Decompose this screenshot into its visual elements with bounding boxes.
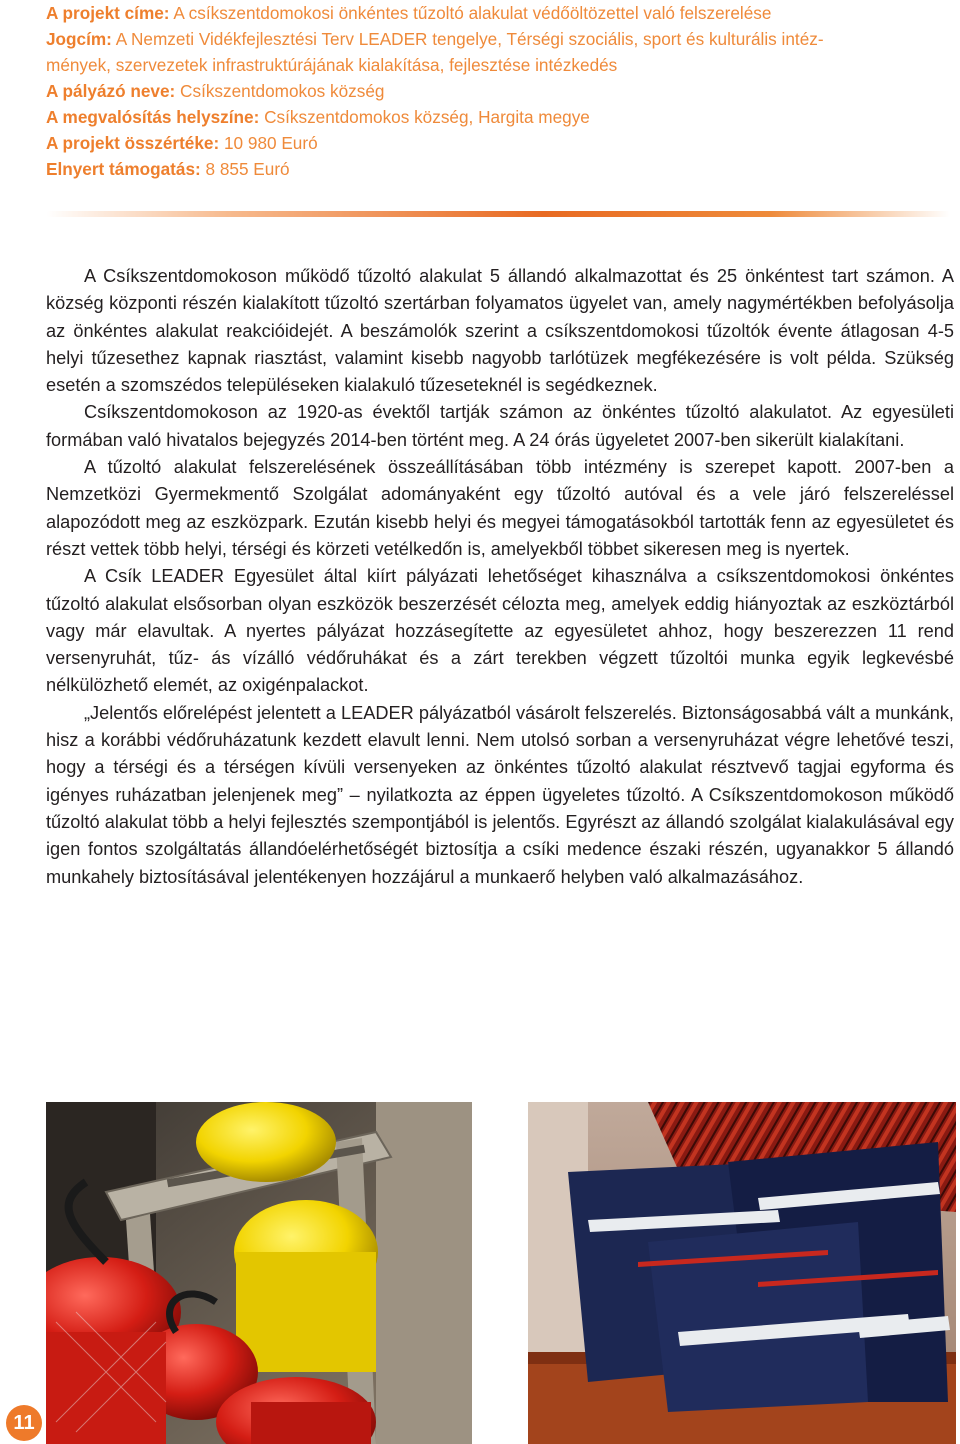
paragraph: A Csík LEADER Egyesület által kiírt pályázati lehetőséget kihasználva a csíkszentdomokosi önkéntes tűzoltó alakulat elsősorban olyan eszközök beszerzését célozta meg, amelyek eddig hiányoztak az eszköztárból vagy már elavultak. A nyertes pályázat hozzásegítette az egyesületet ahhoz, hogy beszerezzen 11 rend versenyruhát, tűz- ás vízálló védőruhákat és a zárt terekben végzett tűzoltói munka egyik legkevésbé nélkülözhető elemét, az oxigénpalackot. [46,566,954,696]
paragraph: Csíkszentdomokoson az 1920-as évektől tartják számon az önkéntes tűzoltó alakulatot. Az egyesületi formában való hivatalos bejegyzés 2014-ben történt meg. A 24 órás ügyeletet 2007-ben sikerült kialakítani. [46,402,954,450]
equipment-photo-illustration [46,1102,472,1444]
grant-row [46,156,946,182]
jogcim-row-cont [46,52,946,78]
grant-value: 8 855 Euró [200,159,290,179]
location-label: A megvalósítás helyszíne: [46,107,260,127]
location-value: Csíkszentdomokos község, Hargita megye [259,107,590,127]
orange-divider [46,211,950,217]
jogcim-label: Jogcím: [46,29,112,49]
paragraph: A Csíkszentdomokoson működő tűzoltó alakulat 5 állandó alkalmazottat és 25 önkéntest tart számon. A község központi részén kialakított tűzoltó szertárban folyamatos ügyelet van, amely nagymértékben befolyásolja az önkéntes alakulat reakcióidejét. A beszámolók szerint a csíkszentdomokosi tűzoltók évente átlagosan 4-5 helyi tűzesethez kapnak riasztást, valamint kisebb nagyobb tarlótüzek megfékezésére is volt példa. Szükség esetén a szomszédos településeken kialakuló tűzeseteknél is segédkeznek. [46,266,954,396]
page-number: 11 [6,1405,42,1441]
paragraph: „Jelentős előrelépést jelentett a LEADER pályázatból vásárolt felszerelés. Biztonságosabbá vált a munkánk, hisz a korábbi védőruházatunk kezdett elavult lenni. Nem utolsó sorban a versenyruházat végre lehetővé teszi, hogy a térségi és a térségen kívüli versenyeken az önkéntes tűzoltó alakulat résztvevő tagjai egyforma és igényes ruházatban jelenjenek meg” – nyilatkozta az éppen ügyeletes tűzoltó. A Csíkszentdomokoson működő tűzoltó alakulat több a helyi fejlesztés szempontjából is jelentős. Egyrészt az állandó szolgálat kialakulásával egy igen fontos szolgáltatás állandóelérhetőségét biztosítja a csíki medence északi részén, ugyanakkor 5 állandó munkahely biztosításával jelentékenyen hozzájárul a munkaerő helyben való alkalmazásához. [46,702,954,887]
location-row [46,104,946,130]
paragraph: A tűzoltó alakulat felszerelésének összeállításában több intézmény is szerepet kapott. 2007-ben a Nemzetközi Gyermekmentő Szolgálat adományaként egy tűzoltó autóval és a vele járó felszereléssel alapozódott meg az eszközpark. Ezután kisebb helyi és megyei támogatásokból tartották fenn az egyesületet és részt vettek több helyi, térségi és körzeti vetélkedőn is, amelyekből többet sikeresen meg is nyertek. [46,457,954,559]
jogcim-value-cont: mények, szervezetek infrastruktúrájának kialakítása, fejlesztése intézkedés [46,55,618,75]
equipment-photo [46,1102,472,1444]
jogcim-value: A Nemzeti Vidékfejlesztési Terv LEADER tengelye, Térségi szociális, sport és kulturális intéz- [111,29,824,49]
grant-label: Elnyert támogatás: [46,159,201,179]
applicant-value: Csíkszentdomokos község [175,81,385,101]
article-body [46,263,954,891]
project-title-row [46,0,946,26]
project-title-value: A csíkszentdomokosi önkéntes tűzoltó alakulat védőöltözettel való felszerelése [169,3,772,23]
total-value-label: A projekt összértéke: [46,133,220,153]
uniforms-photo [528,1102,956,1444]
project-title-label: A projekt címe: [46,3,170,23]
project-info [46,0,946,182]
applicant-label: A pályázó neve: [46,81,176,101]
applicant-row [46,78,946,104]
total-value-row [46,130,946,156]
uniforms-photo-illustration [528,1102,956,1444]
jogcim-row [46,26,946,52]
total-value-value: 10 980 Euró [219,133,318,153]
